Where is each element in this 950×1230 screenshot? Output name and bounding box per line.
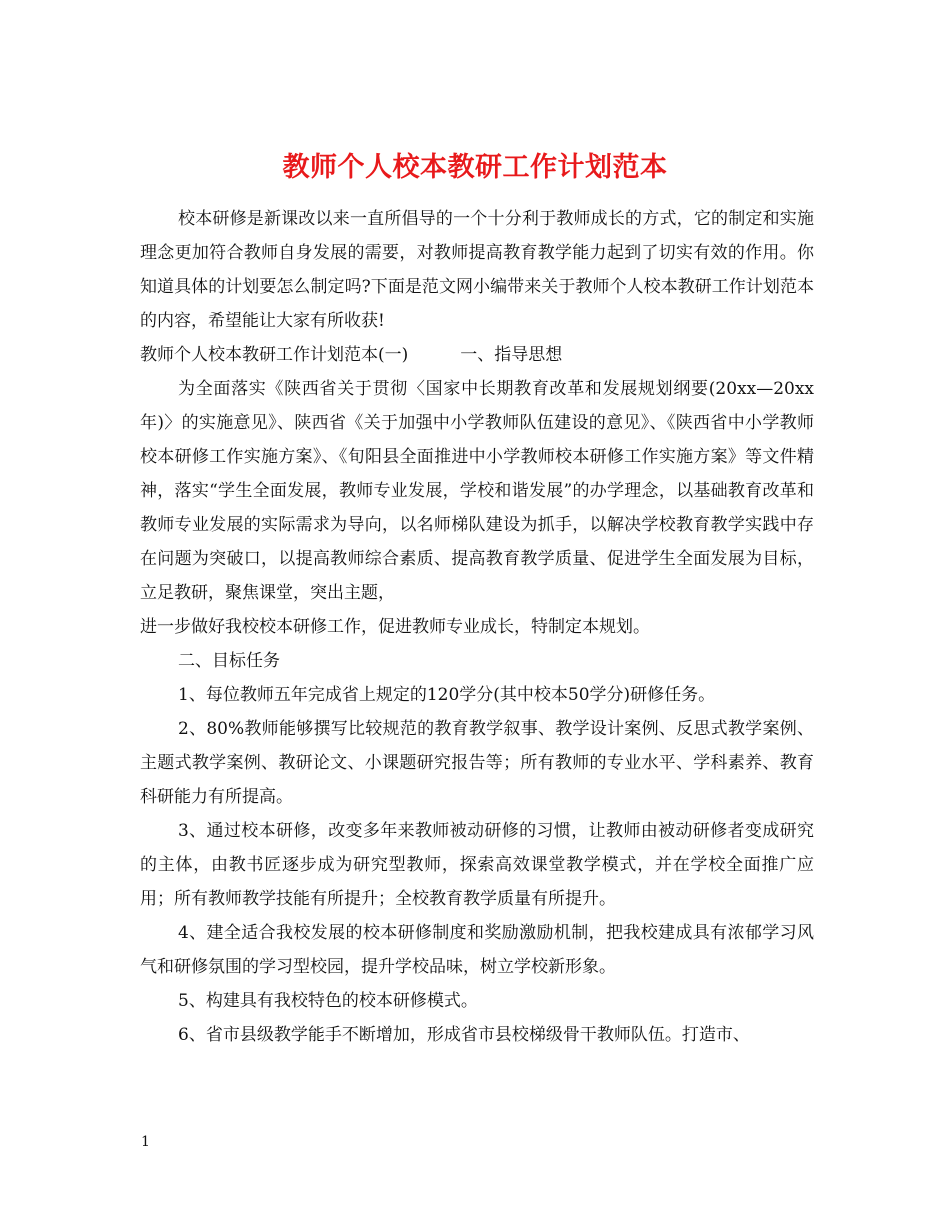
intro-paragraph: 校本研修是新课改以来一直所倡导的一个十分利于教师成长的方式，它的制定和实施理念更加符合教师自身发展的需要，对教师提高教育教学能力起到了切实有效的作用。你知道具体的计划要怎么制定吗?下面是范文网小编带来关于教师个人校本教研工作计划范本的内容，希望能让大家有所收获! [140,209,814,331]
heading-goals: 二、目标任务 [178,651,280,671]
guiding-thought-paragraph: 为全面落实《陕西省关于贯彻〈国家中长期教育改革和发展规划纲要(20xx—20xx年)〉的实施意见》、陕西省《关于加强中小学教师队伍建设的意见》、《陕西省中小学教师校本研修工作实施方案》、《旬阳县全面推进中小学教师校本研修工作实施方案》等文件精神，落实“学生全面发展，教师专业发展，学校和谐发展”的办学理念，以基础教育改革和教师专业发展的实际需求为导向，以名师梯队建设为抓手，以解决学校教育教学实践中存在问题为突破口，以提高教师综合素质、提高教育教学质量、促进学生全面发展为目标，立足教研，聚焦课堂，突出主题， [140,379,814,603]
section-heading-line [140,338,814,372]
page-number: 1 [141,1134,150,1150]
goal-item: 5、构建具有我校特色的校本研修模式。 [178,991,478,1011]
guiding-thought-paragraph-end: 进一步做好我校校本研修工作，促进教师专业成长，特制定本规划。 [140,617,650,637]
heading-guiding-thought: 一、指导思想 [460,345,563,365]
goal-item: 3、通过校本研修，改变多年来教师被动研修的习惯，让教师由被动研修者变成研究的主体，由教书匠逐步成为研究型教师，探索高效课堂教学模式，并在学校全面推广应用；所有教师教学技能有所提升；全校教育教学质量有所提升。 [140,821,814,909]
goal-item: 4、建全适合我校发展的校本研修制度和奖励激励机制，把我校建成具有浓郁学习风气和研修氛围的学习型校园，提升学校品味，树立学校新形象。 [140,923,814,977]
goal-item: 1、每位教师五年完成省上规定的120学分(其中校本50学分)研修任务。 [178,685,716,705]
document-title: 教师个人校本教研工作计划范本 [282,152,668,184]
goal-item: 2、80%教师能够撰写比较规范的教育教学叙事、教学设计案例、反思式教学案例、主题式教学案例、教研论文、小课题研究报告等；所有教师的专业水平、学科素养、教育科研能力有所提高。 [140,719,814,807]
document-body [140,202,814,1052]
section-title: 教师个人校本教研工作计划范本(一) [140,345,409,365]
goal-item: 6、省市县级教学能手不断增加，形成省市县校梯级骨干教师队伍。打造市、 [178,1025,750,1045]
